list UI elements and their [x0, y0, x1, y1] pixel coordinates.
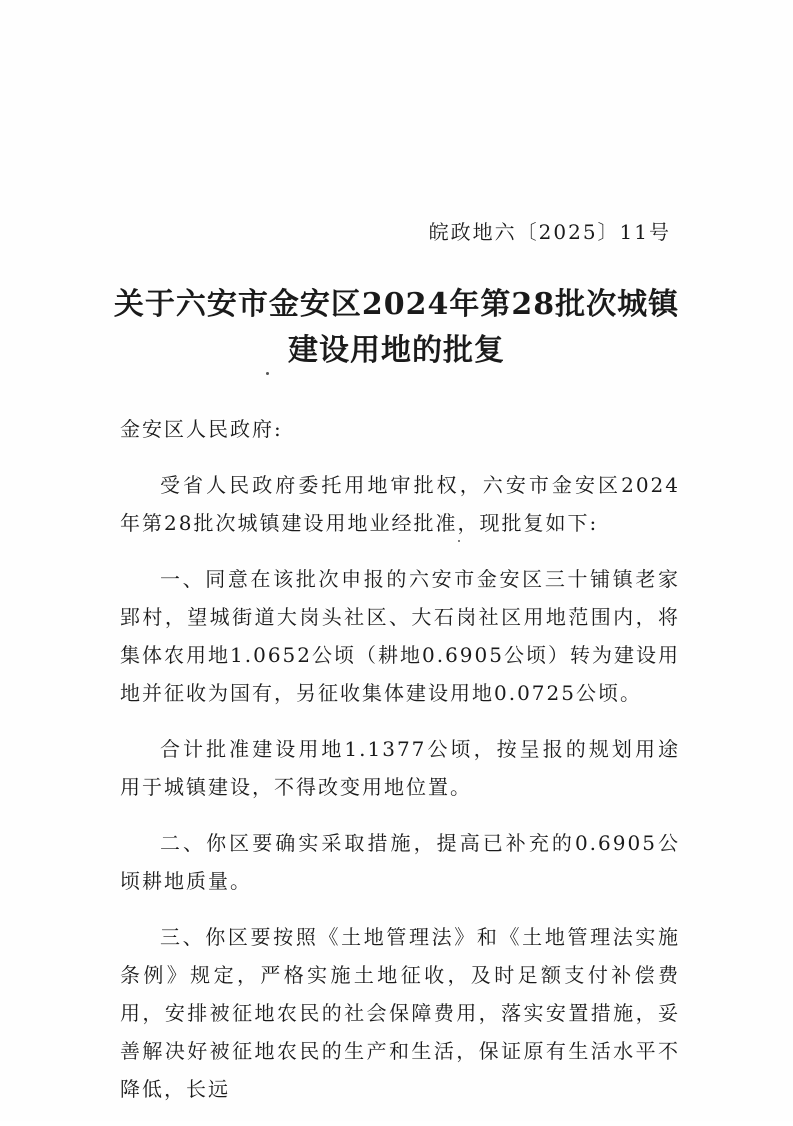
title-line-1: 关于六安市金安区2024年第28批次城镇	[113, 287, 680, 322]
paragraph: 一、同意在该批次申报的六安市金安区三十铺镇老家郢村，望城街道大岗头社区、大石岗社区用地范围内，将集体农用地1.0652公顷（耕地0.6905公顷）转为建设用地并征收为国有，另征收集体建设用地0.0725公顷。	[120, 567, 680, 705]
paragraph: 三、你区要按照《土地管理法》和《土地管理法实施条例》规定，严格实施土地征收，及时足额支付补偿费用，安排被征地农民的社会保障费用，落实安置措施，妥善解决好被征地农民的生产和生活，保证原有生活水平不降低，长远	[120, 925, 680, 1101]
addressee: 金安区人民政府:	[120, 417, 283, 441]
scan-speck	[266, 372, 269, 375]
paragraph: 合计批准建设用地1.1377公顷，按呈报的规划用途用于城镇建设，不得改变用地位置。	[120, 737, 680, 799]
paragraph: 二、你区要确实采取措施，提高已补充的0.6905公顷耕地质量。	[120, 831, 680, 893]
document-title	[0, 282, 793, 374]
title-line-2: 建设用地的批复	[288, 333, 505, 368]
paragraph: 受省人民政府委托用地审批权，六安市金安区2024年第28批次城镇建设用地业经批准，现批复如下:	[120, 473, 680, 535]
document-number: 皖政地六〔2025〕11号	[428, 220, 671, 244]
document-body	[120, 410, 680, 1126]
